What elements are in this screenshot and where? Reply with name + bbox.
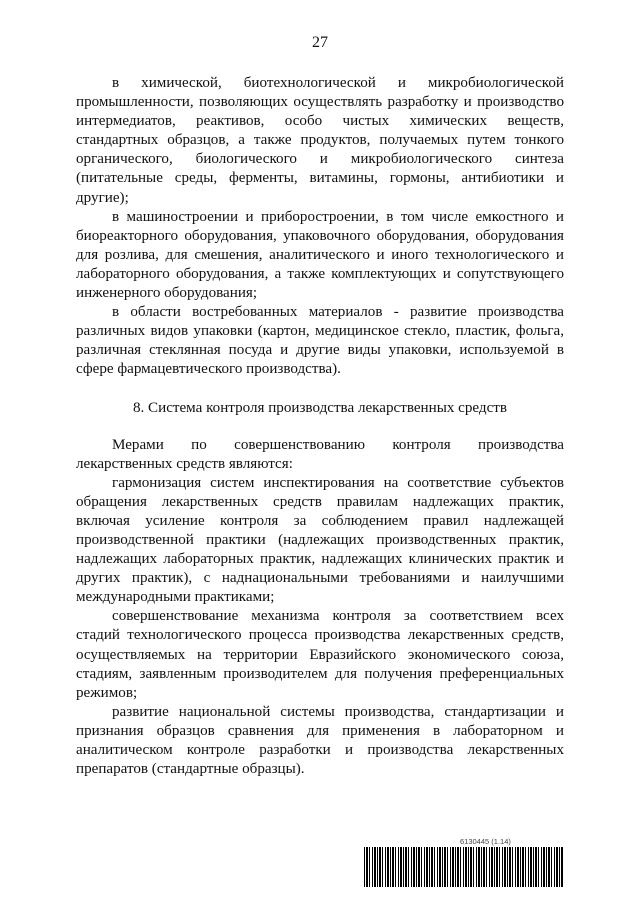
document-code: 6130445 (1.14) [460,837,511,846]
paragraph: гармонизация систем инспектирования на соответствие субъектов обращения лекарственных средств правилам надлежащих практик, включая усиление контроля за соблюдением правил надлежащей производственной практики (надлежащих производственных практик, надлежащих лабораторных практик, надлежащих клинических практик и других практик), с наднациональными требованиями и наилучшими международными практиками; [76,474,564,606]
paragraph: в машиностроении и приборостроении, в том числе емкостного и биореакторного оборудования, упаковочного оборудования, оборудования для розлива, для смешения, аналитического и иного технологического и лабораторного оборудования, а также комплектующих и сопутствующего инженерного оборудования; [76,208,564,302]
paragraph: развитие национальной системы производства, стандартизации и признания образцов сравнения для применения в лабораторном и аналитическом контроле разработки и производства лекарственных препаратов (стандартные образцы). [76,703,564,778]
paragraph: совершенствование механизма контроля за соответствием всех стадий технологического процесса производства лекарственных средств, осуществляемых на территории Евразийского экономического союза, стадиям, заявленным производителем для получения преференциальных режимов; [76,608,564,701]
section-heading: 8. Система контроля производства лекарственных средств [132,399,508,416]
barcode-icon [364,847,564,887]
paragraph: в химической, биотехнологической и микробиологической промышленности, позволяющих осуществлять разработку и производство интермедиатов, реактивов, особо чистых химических веществ, стандартных образцов, а также продуктов, получаемых путем тонкого органического, биологического и микробиологического синтеза (питательные среды, ферменты, витамины, гормоны, антибиотики и другие); [76,75,564,206]
paragraph: в области востребованных материалов - развитие производства различных видов упаковки (картон, медицинское стекло, пластик, фольга, различная стеклянная посуда и другие виды упаковки, используемой в сфере фармацевтического производства). [76,304,564,378]
page-number: 27 [312,34,328,51]
document-body [76,74,564,779]
paragraph: Мерами по совершенствованию контроля производства лекарственных средств являются: [76,436,564,472]
